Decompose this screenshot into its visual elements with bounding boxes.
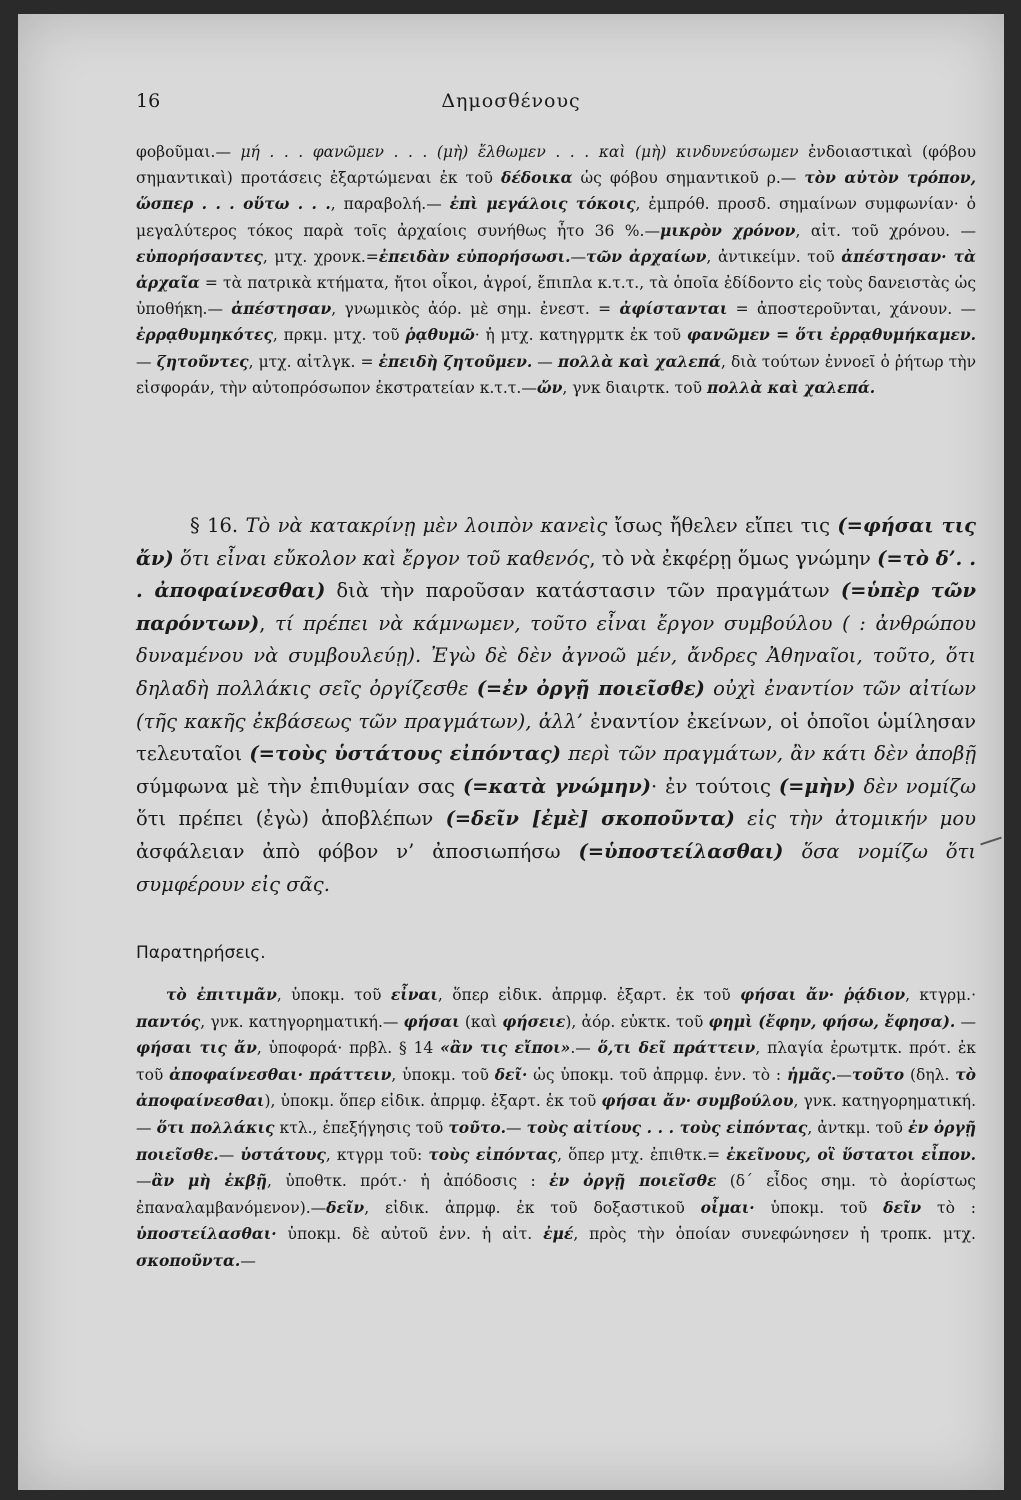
- notes-top-text: φοβοῦμαι.— μή . . . φανῶμεν . . . (μὴ) ἔλθωμεν . . . καὶ (μὴ) κινδυνεύσωμεν ἐνδοιαστικαὶ (φόβου σημαντικαὶ) προτάσεις ἐξαρτώμεναι ἐκ τοῦ δέδοικα ὡς φόβου σημαντικοῦ ρ.— τὸν αὐτὸν τρόπον, ὥσπερ . . . οὕτω . . ., παραβολή.— ἐπὶ μεγάλοις τόκοις, ἐμπρόθ. προσδ. σημαίνων συμφωνίαν· ὁ μεγαλύτερος τόκος παρὰ τοῖς ἀρχαίοις συνήθως ἦτο 36 %.—μικρὸν χρόνον, αἰτ. τοῦ χρόνου. —εὐπορήσαντες, μτχ. χρονκ.=ἐπειδὰν εὐπορήσωσι.—τῶν ἀρχαίων, ἀντικείμν. τοῦ ἀπέστησαν· τὰ ἀρχαῖα = τὰ πατρικὰ κτήματα, ἤτοι οἶκοι, ἀγροί, ἔπιπλα κ.τ.τ., τὰ ὁποῖα ἐδίδοντο εἰς τοὺς δανειστὰς ὡς ὑποθήκη.— ἀπέστησαν, γνωμικὸς ἀόρ. μὲ σημ. ἐνεστ. = ἀφίστανται = ἀποστεροῦνται, χάνουν. — ἐρρᾳθυμηκότες, πρκμ. μτχ. τοῦ ῥᾳθυμῶ· ἡ μτχ. κατηγρμτκ ἐκ τοῦ φανῶμεν = ὅτι ἐρρᾳθυμήκαμεν. — ζητοῦντες, μτχ. αἰτλγκ. = ἐπειδὴ ζητοῦμεν. — πολλὰ καὶ χαλεπά, διὰ τούτων ἐννοεῖ ὁ ῥήτωρ τὴν εἰσφοράν, τὴν αὐτοπρόσωπον ἐκστρατείαν κ.τ.τ.—ὤν, γνκ διαιρτκ. τοῦ πολλὰ καὶ χαλεπά.: [136, 143, 977, 397]
- running-title: Δημοσθένους: [441, 90, 581, 112]
- observations-heading: Παρατηρήσεις.: [136, 943, 266, 963]
- commentary-notes-bottom: [136, 982, 976, 1275]
- section-16: [136, 510, 976, 901]
- page-header: [18, 90, 1004, 120]
- section-text: Τὸ νὰ κατακρίνῃ μὲν λοιπὸν κανεὶς ἴσως ἤθελεν εἴπει τις (=φήσαι τις ἄν) ὅτι εἶναι εὔκολον καὶ ἔργον τοῦ καθενός, τὸ νὰ ἐκφέρῃ ὅμως γνώμην (=τὸ δ’. . . ἀποφαίνεσθαι) διὰ τὴν παροῦσαν κατάστασιν τῶν πραγμάτων (=ὑπὲρ τῶν παρόντων), τί πρέπει νὰ κάμνωμεν, τοῦτο εἶναι ἔργον συμβούλου ( : ἀνθρώπου δυναμένου νὰ συμβουλεύῃ). Ἐγὼ δὲ δὲν ἀγνοῶ μέν, ἄνδρες Ἀθηναῖοι, τοῦτο, ὅτι δηλαδὴ πολλάκις σεῖς ὀργίζεσθε (=ἐν ὀργῇ ποιεῖσθε) οὐχὶ ἐναντίον τῶν αἰτίων (τῆς κακῆς ἐκβάσεως τῶν πραγμάτων), ἀλλ’ ἐναντίον ἐκείνων, οἱ ὁποῖοι ὡμίλησαν τελευταῖοι (=τοὺς ὑστάτους εἰπόντας) περὶ τῶν πραγμάτων, ἂν κάτι δὲν ἀποβῇ σύμφωνα μὲ τὴν ἐπιθυμίαν σας (=κατὰ γνώμην)· ἐν τούτοις (=μὴν) δὲν νομίζω ὅτι πρέπει (ἐγὼ) ἀποβλέπων (=δεῖν [ἐμὲ] σκοποῦντα) εἰς τὴν ἀτομικήν μου ἀσφάλειαν ἀπὸ φόβον ν’ ἀποσιωπήσω (=ὑποστείλασθαι) ὅσα νομίζω ὅτι συμφέρουν εἰς σᾶς.: [136, 514, 977, 896]
- commentary-notes-top: [136, 140, 976, 401]
- page-number: 16: [136, 90, 161, 112]
- section-number: § 16.: [190, 514, 239, 537]
- margin-pencil-mark: [980, 837, 1002, 846]
- section-paragraph: [136, 510, 976, 901]
- book-page: [18, 14, 1004, 1490]
- notes-bottom-text: τὸ ἐπιτιμᾶν, ὑποκμ. τοῦ εἶναι, ὅπερ εἰδικ. ἀπρμφ. ἐξαρτ. ἐκ τοῦ φήσαι ἄν· ῥᾴδιον, κτγρμ.· παντός, γνκ. κατηγορηματική.— φήσαι (καὶ φήσειε), ἀόρ. εὐκτκ. τοῦ φημὶ (ἔφην, φήσω, ἔφησα). — φήσαι τις ἄν, ὑποφορά· πρβλ. § 14 «ἂν τις εἴποι».— ὅ,τι δεῖ πράττειν, πλαγία ἐρωτμτκ. πρότ. ἐκ τοῦ ἀποφαίνεσθαι· πράττειν, ὑποκμ. τοῦ δεῖ· ὡς ὑποκμ. τοῦ ἀπρμφ. ἐνν. τὸ : ἡμᾶς.—τοῦτο (δηλ. τὸ ἀποφαίνεσθαι), ὑποκμ. ὅπερ εἰδικ. ἀπρμφ. ἐξαρτ. ἐκ τοῦ φήσαι ἄν· συμβούλου, γνκ. κατηγορηματική. — ὅτι πολλάκις κτλ., ἐπεξήγησις τοῦ τοῦτο.— τοὺς αἰτίους . . . τοὺς εἰπόντας, ἀντκμ. τοῦ ἐν ὀργῇ ποιεῖσθε.— ὑστάτους, κτγρμ τοῦ: τοὺς εἰπόντας, ὅπερ μτχ. ἐπιθτκ.= ἐκεῖνους, οἳ ὕστατοι εἶπον.—ἂν μὴ ἐκβῇ, ὑποθτκ. πρότ.· ἡ ἀπόδοσις : ἐν ὀργῇ ποιεῖσθε (δ΄ εἶδος σημ. τὸ ἀορίστως ἐπαναλαμβανόμενον).—δεῖν, εἰδικ. ἀπρμφ. ἐκ τοῦ δοξαστικοῦ οἶμαι· ὑποκμ. τοῦ δεῖν τὸ : ὑποστείλασθαι· ὑποκμ. δὲ αὐτοῦ ἐνν. ἡ αἰτ. ἐμέ, πρὸς τὴν ὁποίαν συνεφώνησεν ἡ τροπκ. μτχ. σκοποῦντα.—: [136, 985, 977, 1270]
